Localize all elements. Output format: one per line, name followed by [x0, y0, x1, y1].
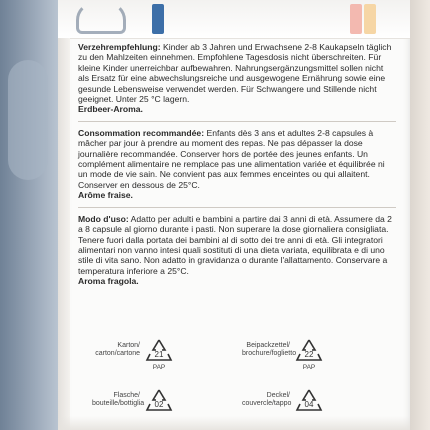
label-text — [78, 42, 396, 293]
instructions-de — [78, 42, 396, 104]
section-fr — [78, 128, 396, 201]
box-top-band — [58, 0, 410, 39]
section-it — [78, 214, 396, 287]
recycle-icon — [144, 336, 174, 366]
recycle-material: PAP — [302, 364, 316, 371]
instructions-it — [78, 214, 396, 276]
aroma-fr: Arôme fraise. — [78, 190, 133, 201]
body-it: Adatto per adulti e bambini a partire dai 3 anni di età. Assumere da 2 a 8 capsule al giorno durante i pasti. Non superare la dose giornaliera consigliata. Tenere fuori dalla portata dei bambini al di sotto dei tre anni di età. Gli integratori alimentari non vanno intesi quali sostituti di una dieta variata, equilibrata e di uno stile di vita sano. Non adatto in gravidanza o durante l'allattamento. Conservare a temperatura inferiore a 25°C. — [78, 213, 392, 276]
section-de — [78, 42, 396, 115]
lead-de: Verzehrempfehlung: — [78, 42, 161, 52]
recycle-material: PAP — [152, 364, 166, 371]
box-fold — [58, 38, 70, 430]
bottom-edge — [58, 416, 410, 430]
recycle-code: 22 — [304, 350, 314, 359]
product-box-side — [58, 0, 410, 430]
aroma-de: Erdbeer-Aroma. — [78, 104, 143, 115]
recycle-label: Flasche/ bouteille/bottiglia — [92, 392, 145, 407]
recycle-carton — [92, 336, 242, 376]
recycle-label: Deckel/ couvercle/tappo — [242, 392, 292, 407]
color-tab — [152, 4, 164, 34]
recycle-label: Karton/ carton/cartone — [95, 342, 140, 357]
lead-it: Modo d'uso: — [78, 213, 129, 224]
recycle-icon — [294, 386, 324, 416]
recycle-label: Beipackzettel/ brochure/foglietto — [242, 342, 297, 357]
background-right — [410, 0, 430, 430]
recycle-code: 02 — [154, 400, 164, 409]
body-fr: Enfants dès 3 ans et adultes 2-8 capsules à mâcher par jour à prendre au moment des repas. Ne pas dépasser la dose journalière recommandée. Conserver hors de portée des jeunes enfants. Un complément alimentaire ne remplace pas une alimentation variée et équilibrée ni un mode de vie sain. Ne convient pas aux femmes enceintes ou qui allaitent. Conserver en dessous de 25°C. — [78, 127, 385, 190]
recycle-brochure — [242, 336, 392, 376]
divider — [78, 121, 396, 122]
background-left — [0, 0, 58, 430]
aroma-it: Aroma fragola. — [78, 276, 139, 287]
instructions-fr — [78, 128, 396, 190]
lead-fr: Consommation recommandée: — [78, 127, 205, 138]
recycle-code: 21 — [154, 350, 164, 359]
recycle-icon — [294, 336, 324, 366]
color-tab — [364, 4, 376, 34]
color-tab — [350, 4, 362, 34]
recycle-code: 04 — [304, 400, 314, 409]
body-de: Kinder ab 3 Jahren und Erwachsene 2-8 Kaukapseln täglich zu den Mahlzeiten einnehmen. Empfohlene Tagesdosis nicht überschreiten. Für kleine Kinder unerreichbar aufbewahren. Nahrungsergänzungsmittel sollen nicht als Ersatz für eine abwechslungsreiche und ausgewogene Ernährung sowie eine gesunde Lebensweise verwendet werden. Für Schwangere und Stillende nicht geeignet. Unter 25 °C lagern. — [78, 42, 392, 105]
divider — [78, 207, 396, 208]
background-blur — [8, 60, 48, 180]
decorative-swirl — [76, 2, 126, 34]
recycle-icon — [144, 386, 174, 416]
